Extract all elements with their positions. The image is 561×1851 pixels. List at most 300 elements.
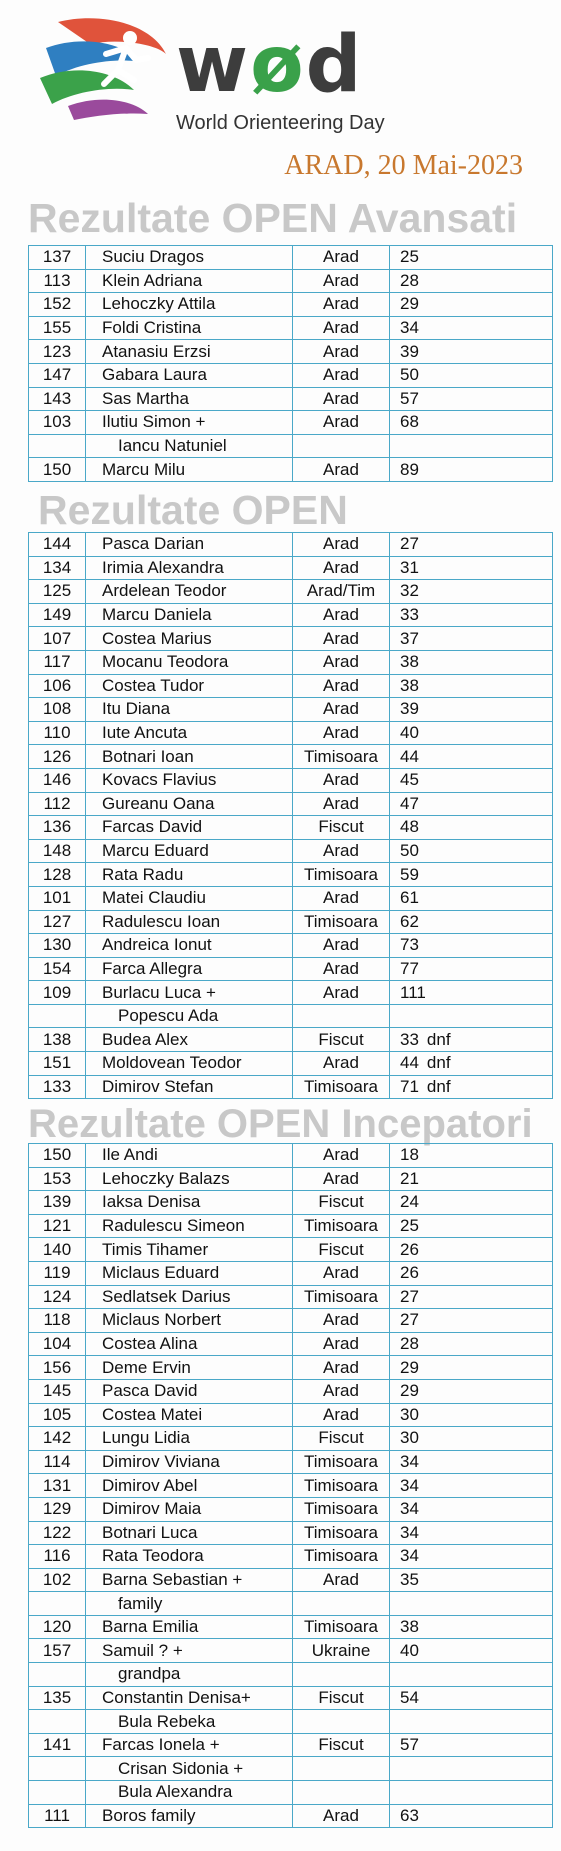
- club-text: Arad: [323, 341, 359, 361]
- time-text: 40: [400, 723, 419, 743]
- table-row: [29, 246, 553, 270]
- club-cell: [293, 1733, 390, 1757]
- time-text: 61: [400, 888, 419, 908]
- time-text: 34: [400, 1546, 419, 1566]
- table-row: [29, 1639, 553, 1663]
- club-cell: [293, 1191, 390, 1215]
- bib-text: 126: [42, 746, 72, 766]
- bib-cell: [29, 910, 86, 934]
- results-table-incepatori: [28, 1143, 553, 1828]
- club-cell: [293, 1285, 390, 1309]
- name-cell: [86, 1545, 293, 1569]
- club-text: Timisoara: [304, 1452, 378, 1472]
- club-text: Timisoara: [304, 1499, 378, 1519]
- club-cell: [293, 957, 390, 981]
- time-text: 59: [400, 864, 419, 884]
- time-cell: [390, 981, 553, 1005]
- bib-text: 133: [42, 1076, 72, 1096]
- bib-text: 116: [43, 1546, 71, 1566]
- name-cell: [86, 603, 293, 627]
- table-row: [29, 269, 553, 293]
- bib-text: 110: [43, 723, 71, 743]
- bib-cell: [29, 1356, 86, 1380]
- club-text: Fiscut: [318, 817, 364, 837]
- bib-text: 117: [43, 652, 71, 672]
- name-text: Farca Allegra: [102, 958, 203, 978]
- time-text: 26: [400, 1263, 419, 1283]
- club-cell: [293, 1403, 390, 1427]
- club-text: Timisoara: [304, 911, 378, 931]
- name-text: Dimirov Maia: [102, 1499, 202, 1519]
- table-row: [29, 1004, 553, 1028]
- time-text: 34: [400, 1452, 419, 1472]
- time-text: 111: [400, 982, 426, 1002]
- club-text: Timisoara: [304, 1546, 378, 1566]
- time-cell: [390, 1781, 553, 1805]
- name-text: Lehoczky Attila: [102, 294, 216, 314]
- name-cell: [86, 981, 293, 1005]
- time-cell: [390, 627, 553, 651]
- club-cell: [293, 1028, 390, 1052]
- name-text: Irimia Alexandra: [102, 557, 224, 577]
- name-cell: [86, 316, 293, 340]
- club-cell: [293, 1663, 390, 1687]
- name-cell: [86, 1757, 293, 1781]
- table-row: [29, 816, 553, 840]
- name-text: Ilutiu Simon +: [102, 412, 206, 432]
- club-text: Arad: [323, 1357, 359, 1377]
- club-cell: [293, 1004, 390, 1028]
- table-row: [29, 1615, 553, 1639]
- bib-cell: [29, 934, 86, 958]
- name-text: Ardelean Teodor: [102, 581, 227, 601]
- bib-cell: [29, 1686, 86, 1710]
- bib-cell: [29, 1545, 86, 1569]
- name-text: Radulescu Ioan: [102, 911, 221, 931]
- time-cell: [390, 863, 553, 887]
- name-text: Botnari Ioan: [102, 746, 194, 766]
- bib-cell: [29, 1592, 86, 1616]
- time-text: 63: [400, 1805, 419, 1825]
- time-text: 27: [400, 1286, 419, 1306]
- club-cell: [293, 1261, 390, 1285]
- name-cell: [86, 1427, 293, 1451]
- bib-cell: [29, 1028, 86, 1052]
- time-cell: [390, 316, 553, 340]
- table-row: [29, 1757, 553, 1781]
- club-text: Timisoara: [304, 1076, 378, 1096]
- bib-cell: [29, 1427, 86, 1451]
- club-cell: [293, 792, 390, 816]
- name-cell: [86, 411, 293, 435]
- club-cell: [293, 293, 390, 317]
- club-text: Arad: [323, 793, 359, 813]
- time-cell: [390, 886, 553, 910]
- time-cell: [390, 1663, 553, 1687]
- table-row: [29, 293, 553, 317]
- time-cell: [390, 1309, 553, 1333]
- name-text: Atanasiu Erzsi: [102, 341, 211, 361]
- name-text: Constantin Denisa+: [102, 1687, 251, 1707]
- bib-cell: [29, 1450, 86, 1474]
- club-cell: [293, 1781, 390, 1805]
- bib-cell: [29, 1804, 86, 1828]
- name-text: Sas Martha: [102, 388, 189, 408]
- club-cell: [293, 1052, 390, 1076]
- name-text: Pasca David: [102, 1381, 198, 1401]
- name-cell: [86, 934, 293, 958]
- time-cell: [390, 1144, 553, 1168]
- name-cell: [86, 1450, 293, 1474]
- bib-text: 155: [42, 318, 72, 338]
- time-cell: [390, 387, 553, 411]
- name-cell: [86, 1028, 293, 1052]
- time-cell: [390, 1733, 553, 1757]
- name-text: Pasca Darian: [102, 534, 205, 554]
- name-text: Popescu Ada: [118, 1006, 219, 1026]
- bib-cell: [29, 1075, 86, 1099]
- name-cell: [86, 1285, 293, 1309]
- time-cell: [390, 957, 553, 981]
- time-text: 38: [400, 675, 419, 695]
- club-text: Arad: [323, 247, 359, 267]
- club-cell: [293, 981, 390, 1005]
- club-cell: [293, 1144, 390, 1168]
- bib-cell: [29, 1167, 86, 1191]
- table-row: [29, 1238, 553, 1262]
- name-cell: [86, 1686, 293, 1710]
- time-text: 39: [400, 341, 419, 361]
- bib-cell: [29, 1733, 86, 1757]
- name-text: Iaksa Denisa: [102, 1192, 201, 1212]
- bib-cell: [29, 698, 86, 722]
- name-text: Costea Matei: [102, 1404, 203, 1424]
- name-cell: [86, 1615, 293, 1639]
- name-cell: [86, 650, 293, 674]
- name-cell: [86, 745, 293, 769]
- bib-cell: [29, 674, 86, 698]
- club-cell: [293, 340, 390, 364]
- club-text: Arad: [323, 770, 359, 790]
- bib-cell: [29, 1521, 86, 1545]
- name-cell: [86, 863, 293, 887]
- time-text: 29: [400, 1381, 419, 1401]
- time-text: 44: [400, 1053, 419, 1073]
- club-cell: [293, 910, 390, 934]
- club-text: Timisoara: [304, 746, 378, 766]
- time-cell: [390, 1028, 553, 1052]
- bib-cell: [29, 1568, 86, 1592]
- bib-cell: [29, 363, 86, 387]
- time-cell: [390, 1379, 553, 1403]
- name-cell: [86, 387, 293, 411]
- bib-text: 121: [42, 1216, 72, 1236]
- bib-cell: [29, 1214, 86, 1238]
- club-text: Fiscut: [318, 1192, 364, 1212]
- table-row: [29, 1144, 553, 1168]
- name-cell: [86, 792, 293, 816]
- table-row: [29, 1309, 553, 1333]
- tagline: World Orienteering Day: [176, 112, 385, 134]
- club-text: Arad: [323, 1053, 359, 1073]
- time-cell: [390, 363, 553, 387]
- club-cell: [293, 580, 390, 604]
- bib-text: 140: [42, 1239, 72, 1259]
- club-text: Arad: [323, 1263, 359, 1283]
- club-cell: [293, 1545, 390, 1569]
- time-cell: [390, 1238, 553, 1262]
- club-text: Arad: [323, 605, 359, 625]
- name-cell: [86, 246, 293, 270]
- bib-cell: [29, 1639, 86, 1663]
- bib-text: 112: [43, 793, 71, 813]
- table-row: [29, 1167, 553, 1191]
- name-text: Rata Radu: [102, 864, 184, 884]
- club-text: Fiscut: [318, 1239, 364, 1259]
- time-cell: [390, 1214, 553, 1238]
- time-cell: [390, 1497, 553, 1521]
- club-cell: [293, 316, 390, 340]
- name-cell: [86, 458, 293, 482]
- name-cell: [86, 1710, 293, 1734]
- table-row: [29, 1214, 553, 1238]
- club-text: Arad: [323, 1381, 359, 1401]
- time-cell: [390, 1403, 553, 1427]
- time-cell: [390, 269, 553, 293]
- club-cell: [293, 1497, 390, 1521]
- name-text: Iute Ancuta: [102, 723, 188, 743]
- bib-text: 105: [42, 1404, 72, 1424]
- name-cell: [86, 533, 293, 557]
- club-text: Arad: [323, 318, 359, 338]
- bib-text: 145: [42, 1381, 72, 1401]
- table-row: [29, 792, 553, 816]
- bib-text: 149: [42, 605, 72, 625]
- name-cell: [86, 1075, 293, 1099]
- time-cell: [390, 745, 553, 769]
- table-row: [29, 458, 553, 482]
- table-row: [29, 721, 553, 745]
- table-row: [29, 340, 553, 364]
- name-cell: [86, 674, 293, 698]
- time-cell: [390, 1075, 553, 1099]
- time-cell: [390, 816, 553, 840]
- time-text: 29: [400, 294, 419, 314]
- club-text: Arad: [323, 652, 359, 672]
- table-row: [29, 1710, 553, 1734]
- time-cell: [390, 246, 553, 270]
- name-text: Marcu Daniela: [102, 605, 212, 625]
- table-row: [29, 698, 553, 722]
- name-text: Lungu Lidia: [102, 1428, 190, 1448]
- time-cell: [390, 1639, 553, 1663]
- name-text: Timis Tihamer: [102, 1239, 209, 1259]
- time-cell: [390, 934, 553, 958]
- name-text: grandpa: [118, 1664, 181, 1684]
- time-text: 35: [400, 1569, 419, 1589]
- time-text: 71: [400, 1076, 419, 1096]
- table-row: [29, 1474, 553, 1498]
- bib-text: 137: [42, 247, 72, 267]
- club-cell: [293, 1238, 390, 1262]
- table-row: [29, 411, 553, 435]
- name-cell: [86, 1403, 293, 1427]
- club-cell: [293, 745, 390, 769]
- table-row: [29, 1052, 553, 1076]
- table-row: [29, 1427, 553, 1451]
- club-text: Timisoara: [304, 864, 378, 884]
- club-text: Arad: [323, 1310, 359, 1330]
- club-cell: [293, 1427, 390, 1451]
- name-text: Dimirov Stefan: [102, 1076, 214, 1096]
- time-text: 38: [400, 1617, 419, 1637]
- time-cell: [390, 721, 553, 745]
- table-row: [29, 1191, 553, 1215]
- club-cell: [293, 1167, 390, 1191]
- name-text: Barna Emilia: [102, 1617, 199, 1637]
- name-text: Costea Alina: [102, 1334, 198, 1354]
- club-cell: [293, 698, 390, 722]
- time-cell: [390, 1474, 553, 1498]
- table-row: [29, 580, 553, 604]
- name-text: Andreica Ionut: [102, 935, 212, 955]
- time-text: 73: [400, 935, 419, 955]
- bib-cell: [29, 1710, 86, 1734]
- name-cell: [86, 1052, 293, 1076]
- time-cell: [390, 1052, 553, 1076]
- time-cell: [390, 1167, 553, 1191]
- time-cell: [390, 1710, 553, 1734]
- name-text: Miclaus Eduard: [102, 1263, 220, 1283]
- time-text: 50: [400, 841, 419, 861]
- bib-text: 106: [42, 675, 72, 695]
- club-text: Fiscut: [318, 1428, 364, 1448]
- bib-text: 154: [42, 958, 72, 978]
- club-text: Fiscut: [318, 1687, 364, 1707]
- time-text: 39: [400, 699, 419, 719]
- club-cell: [293, 1309, 390, 1333]
- time-text: 68: [400, 412, 419, 432]
- name-text: Bula Alexandra: [118, 1782, 233, 1802]
- bib-text: 129: [42, 1499, 72, 1519]
- bib-text: 152: [42, 294, 72, 314]
- bib-cell: [29, 269, 86, 293]
- event-title: ARAD, 20 Mai-2023: [284, 150, 523, 181]
- bib-text: 153: [42, 1168, 72, 1188]
- time-cell: [390, 556, 553, 580]
- name-text: Crisan Sidonia +: [118, 1758, 244, 1778]
- time-cell: [390, 411, 553, 435]
- bib-cell: [29, 816, 86, 840]
- name-cell: [86, 1356, 293, 1380]
- bib-cell: [29, 556, 86, 580]
- bib-cell: [29, 603, 86, 627]
- time-text: 32: [400, 581, 419, 601]
- time-cell: [390, 1521, 553, 1545]
- table-row: [29, 1075, 553, 1099]
- bib-cell: [29, 340, 86, 364]
- time-cell: [390, 1568, 553, 1592]
- name-text: Lehoczky Balazs: [102, 1168, 230, 1188]
- section-title-avansati: Rezultate OPEN Avansati: [28, 195, 518, 241]
- name-cell: [86, 1309, 293, 1333]
- time-text: 27: [400, 534, 419, 554]
- bib-text: 144: [42, 534, 72, 554]
- time-text: 21: [400, 1168, 419, 1188]
- name-text: Miclaus Norbert: [102, 1310, 222, 1330]
- club-text: Arad: [323, 388, 359, 408]
- bib-text: 125: [42, 581, 72, 601]
- name-cell: [86, 293, 293, 317]
- table-row: [29, 1733, 553, 1757]
- club-text: Timisoara: [304, 1286, 378, 1306]
- bib-cell: [29, 650, 86, 674]
- name-text: Mocanu Teodora: [102, 652, 229, 672]
- time-text: 47: [400, 793, 419, 813]
- bib-text: 113: [43, 270, 71, 290]
- bib-cell: [29, 792, 86, 816]
- table-row: [29, 768, 553, 792]
- time-text: 18: [400, 1145, 419, 1165]
- name-text: Gureanu Oana: [102, 793, 215, 813]
- club-cell: [293, 1757, 390, 1781]
- club-cell: [293, 934, 390, 958]
- name-text: Samuil ? +: [102, 1640, 183, 1660]
- table-row: [29, 627, 553, 651]
- club-cell: [293, 1214, 390, 1238]
- name-cell: [86, 1663, 293, 1687]
- name-text: Deme Ervin: [102, 1357, 191, 1377]
- name-text: Gabara Laura: [102, 365, 207, 385]
- name-cell: [86, 340, 293, 364]
- club-cell: [293, 674, 390, 698]
- bib-text: 128: [42, 864, 72, 884]
- bib-text: 156: [42, 1357, 72, 1377]
- club-text: Arad: [323, 723, 359, 743]
- bib-text: 141: [42, 1735, 72, 1755]
- name-cell: [86, 1214, 293, 1238]
- bib-cell: [29, 1663, 86, 1687]
- time-cell: [390, 1686, 553, 1710]
- time-cell: [390, 603, 553, 627]
- bib-cell: [29, 768, 86, 792]
- bib-cell: [29, 1191, 86, 1215]
- time-cell: [390, 1191, 553, 1215]
- name-cell: [86, 1733, 293, 1757]
- time-text: 34: [400, 1522, 419, 1542]
- name-cell: [86, 363, 293, 387]
- time-text: 62: [400, 911, 419, 931]
- table-row: [29, 1568, 553, 1592]
- table-row: [29, 1663, 553, 1687]
- bib-cell: [29, 863, 86, 887]
- name-text: Matei Claudiu: [102, 888, 206, 908]
- time-text: 28: [400, 270, 419, 290]
- name-text: Dimirov Abel: [102, 1475, 198, 1495]
- club-cell: [293, 434, 390, 458]
- name-cell: [86, 556, 293, 580]
- name-text: Budea Alex: [102, 1029, 189, 1049]
- name-cell: [86, 1004, 293, 1028]
- bib-cell: [29, 246, 86, 270]
- name-cell: [86, 1144, 293, 1168]
- club-text: Arad: [323, 982, 359, 1002]
- club-cell: [293, 1639, 390, 1663]
- time-text: 25: [400, 247, 419, 267]
- club-text: Arad: [323, 1145, 359, 1165]
- name-text: Klein Adriana: [102, 270, 203, 290]
- name-cell: [86, 1568, 293, 1592]
